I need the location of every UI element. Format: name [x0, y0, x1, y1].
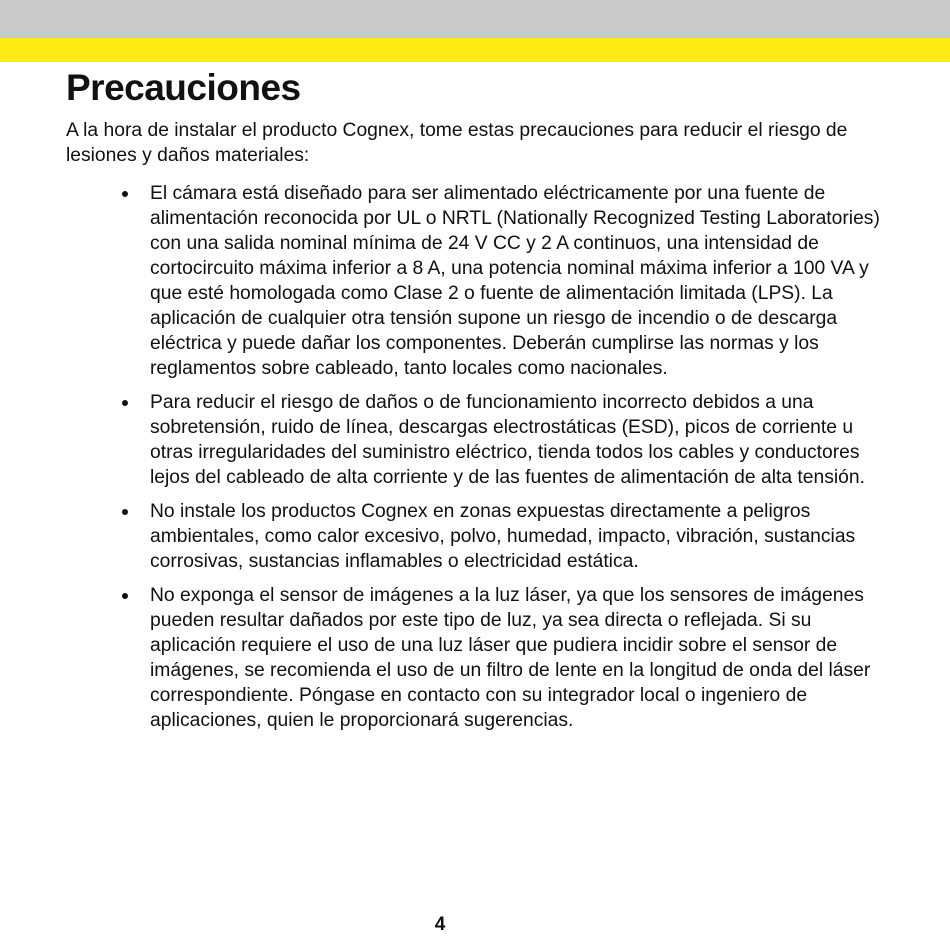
intro-paragraph: A la hora de instalar el producto Cognex, tome estas precauciones para reducir el riesgo de lesiones y daños materiales: — [66, 120, 848, 166]
bullet-icon — [122, 191, 128, 197]
precaution-text: Para reducir el riesgo de daños o de funcionamiento incorrecto debidos a una sobretensión, ruido de línea, descargas electrostáticas (ESD), picos de corriente u otras irregularidades del suministro eléctrico, tienda todos los cables y conductores lejos del cableado de alta corriente y de las fuentes de alimentación de alta tensión. — [150, 392, 865, 488]
precaution-item-power-supply — [0, 181, 880, 381]
precaution-text: No exponga el sensor de imágenes a la luz láser, ya que los sensores de imágenes pueden resultar dañados por este tipo de luz, ya sea directa o reflejada. Si su aplicación requiere el uso de una luz láser que pudiera incidir sobre el sensor de imágenes, se recomienda el uso de un filtro de lente en la longitud de onda del láser correspondiente. Póngase en contacto con su integrador local o ingeniero de aplicaciones, quien le proporcionará sugerencias. — [150, 585, 871, 731]
precaution-text: No instale los productos Cognex en zonas expuestas directamente a peligros ambientales, como calor excesivo, polvo, humedad, impacto, vibración, sustancias corrosivas, sustancias inflamables o electricidad estática. — [150, 501, 856, 572]
precaution-text: El cámara está diseñado para ser alimentado eléctricamente por una fuente de alimentación reconocida por UL o NRTL (Nationally Recognized Testing Laboratories) con una salida nominal mínima de 24 V CC y 2 A continuos, una intensidad de cortocircuito máxima inferior a 8 A, una potencia nominal máxima inferior a 100 VA y que esté homologada como Clase 2 o fuente de alimentación limitada (LPS). La aplicación de cualquier otra tensión supone un riesgo de incendio o de descarga eléctrica y puede dañar los componentes. Deberán cumplirse las normas y los reglamentos sobre cableado, tanto locales como nacionales. — [150, 183, 880, 379]
bullet-icon — [122, 509, 128, 515]
header-bar-gray — [0, 0, 950, 38]
precaution-item-interference — [0, 390, 880, 490]
bullet-icon — [122, 593, 128, 599]
page-number: 4 — [434, 914, 446, 935]
precautions-list — [0, 181, 950, 742]
precaution-item-laser — [0, 583, 880, 733]
page-title: Precauciones — [66, 67, 301, 108]
precaution-item-environment — [0, 499, 880, 574]
header-bar-yellow — [0, 38, 950, 62]
bullet-icon — [122, 400, 128, 406]
